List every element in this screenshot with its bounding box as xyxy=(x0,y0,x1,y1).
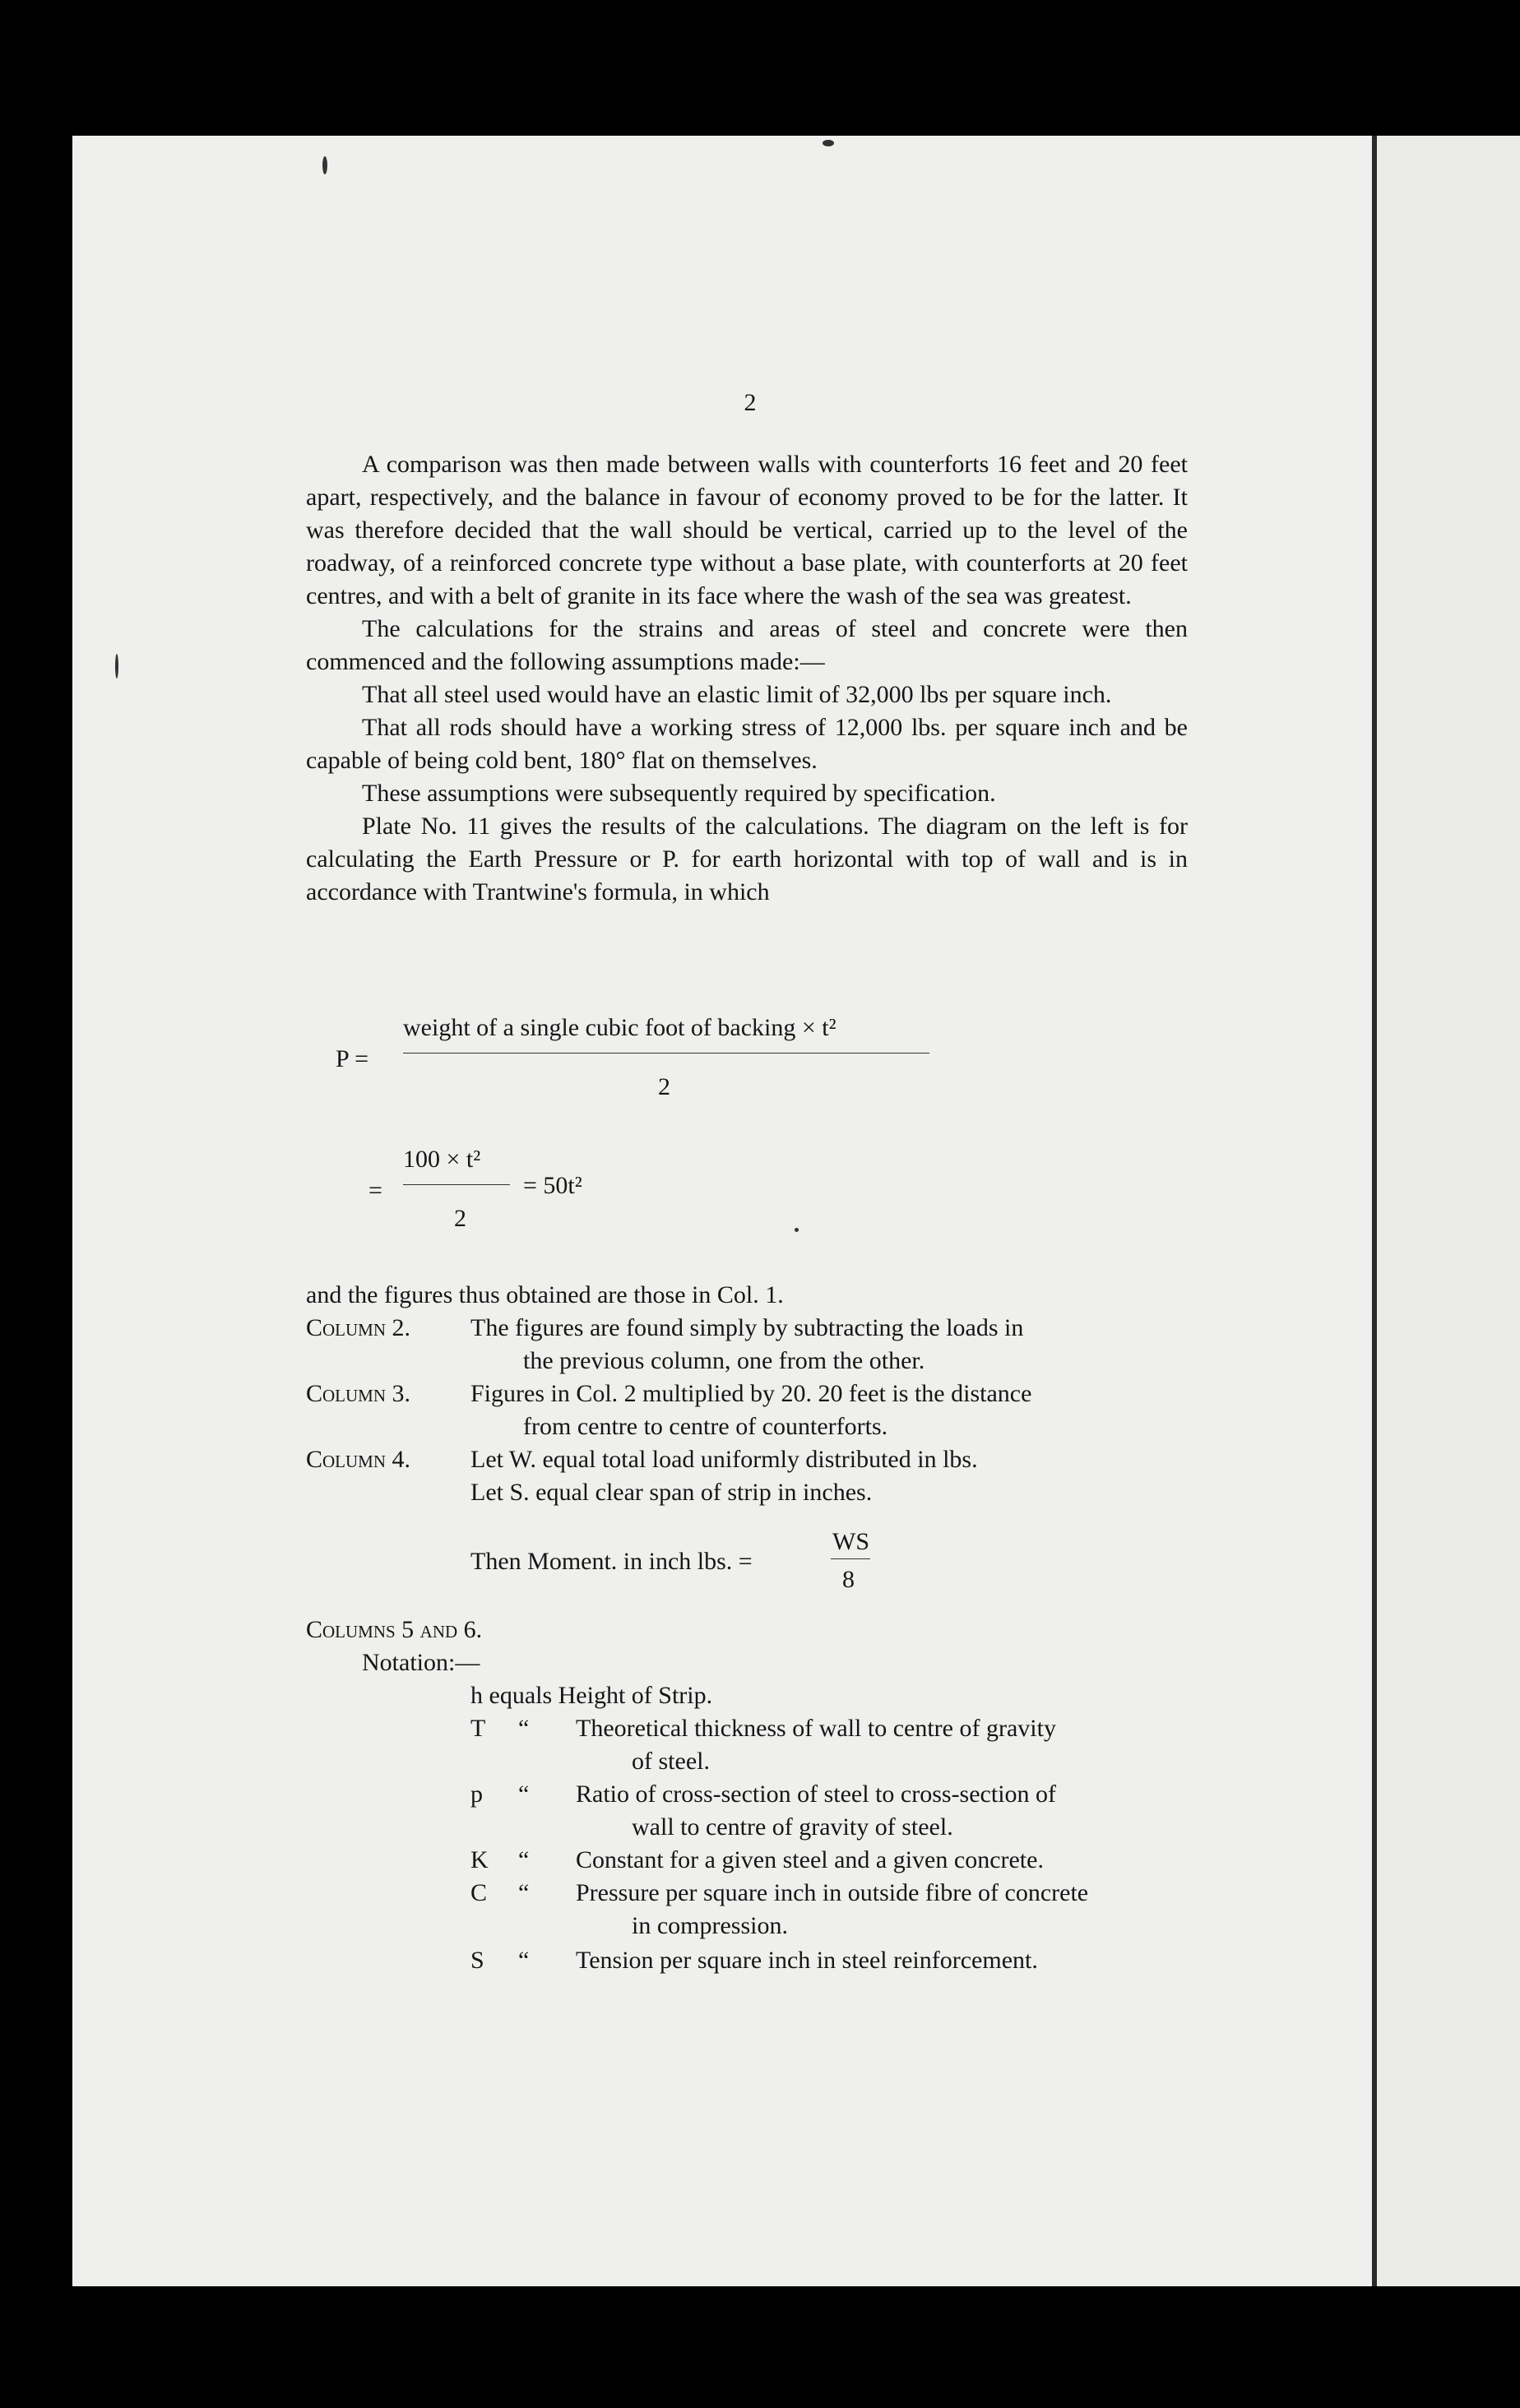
notation-item xyxy=(470,1844,1188,1877)
column-text xyxy=(470,1378,1188,1443)
column-text-line: the previous column, one from the other. xyxy=(523,1347,925,1374)
moment-numerator: WS xyxy=(832,1528,869,1555)
column-label: Column 2. xyxy=(306,1314,411,1341)
scan-speck xyxy=(115,654,118,678)
simplified-formula xyxy=(306,1143,1188,1234)
definition-line: Theoretical thickness of wall to centre of gravity xyxy=(576,1715,1056,1742)
definition-line: Tension per square inch in steel reinforcement. xyxy=(576,1947,1038,1974)
column-text xyxy=(470,1312,1188,1378)
notation-heading: Notation:— xyxy=(362,1649,480,1676)
fraction-bar xyxy=(831,1558,870,1559)
notation-item xyxy=(470,1944,1188,1977)
definition-line: Ratio of cross-section of steel to cross-section of xyxy=(576,1781,1057,1808)
after-formula-text: and the figures thus obtained are those in Col. 1. xyxy=(306,1281,784,1308)
definition-line: of steel. xyxy=(632,1748,710,1775)
column-label: Column 4. xyxy=(306,1446,411,1473)
notation-item xyxy=(470,1778,1188,1844)
notation-symbol: S xyxy=(470,1947,484,1974)
notation-item xyxy=(470,1712,1188,1778)
moment-text: Then Moment. in inch lbs. = xyxy=(470,1548,753,1575)
fraction-bar xyxy=(403,1184,510,1185)
scan-speck xyxy=(823,140,834,146)
column-4-entry xyxy=(306,1443,1188,1509)
notation-definition xyxy=(576,1877,1188,1943)
notation-symbol: T xyxy=(470,1715,486,1742)
column-label: Column 3. xyxy=(306,1380,411,1407)
ditto-mark: “ xyxy=(518,1781,530,1808)
moment-formula xyxy=(306,1526,1188,1600)
fraction-bar xyxy=(403,1053,929,1054)
paragraph: That all rods should have a working stress of 12,000 lbs. per square inch and be capable of being cold bent, 180° flat on themselves. xyxy=(306,714,1188,774)
moment-denominator: 8 xyxy=(842,1566,855,1593)
paragraph: These assumptions were subsequently required by specification. xyxy=(362,780,996,807)
paragraph: That all steel used would have an elastic limit of 32,000 lbs per square inch. xyxy=(362,681,1112,708)
ditto-mark: “ xyxy=(518,1879,530,1906)
notation-intro: h equals Height of Strip. xyxy=(470,1682,713,1709)
formula-result: = 50t² xyxy=(523,1172,582,1199)
column-text-line: Let S. equal clear span of strip in inches. xyxy=(470,1479,873,1506)
notation-definition xyxy=(576,1778,1188,1844)
formula-lhs: P = xyxy=(336,1045,368,1072)
notation-symbol: p xyxy=(470,1781,483,1808)
notation-symbol: C xyxy=(470,1879,488,1906)
paragraph: A comparison was then made between walls with counterforts 16 feet and 20 feet apart, respectively, and the balance in favour of economy proved to be for the latter. It was therefore decided that the wall should be vertical, carried up to the level of the roadway, of a reinforced concrete type without a base plate, with counterforts at 20 feet centres, and with a belt of granite in its face where the wash of the sea was greatest. xyxy=(306,451,1188,609)
notation-definition xyxy=(576,1844,1188,1877)
columns-5-6-heading: Columns 5 and 6. xyxy=(306,1616,483,1643)
paragraph: Plate No. 11 gives the results of the calculations. The diagram on the left is for calculating the Earth Pressure or P. for earth horizontal with top of wall and is in accordance with Trantwine's formula, in which xyxy=(306,813,1188,905)
formula-numerator: 100 × t² xyxy=(403,1146,481,1173)
formula-denominator: 2 xyxy=(658,1073,670,1100)
definition-line: wall to centre of gravity of steel. xyxy=(632,1813,953,1841)
column-text-line: The figures are found simply by subtracting the loads in xyxy=(470,1314,1024,1341)
column-text xyxy=(470,1443,1188,1509)
adjacent-page-edge xyxy=(1377,136,1520,2286)
notation-item xyxy=(470,1877,1188,1943)
earth-pressure-formula xyxy=(306,1012,1188,1102)
ditto-mark: “ xyxy=(518,1947,530,1974)
column-text-line: Figures in Col. 2 multiplied by 20. 20 feet is the distance xyxy=(470,1380,1032,1407)
formula-numerator: weight of a single cubic foot of backing × t² xyxy=(403,1014,836,1041)
scan-speck xyxy=(322,156,327,174)
notation-definition xyxy=(576,1944,1188,1977)
body-paragraphs xyxy=(306,448,1188,909)
column-text-line: from centre to centre of counterforts. xyxy=(523,1413,888,1440)
notation-definition xyxy=(576,1712,1188,1778)
page-number: 2 xyxy=(744,389,757,416)
definition-line: Constant for a given steel and a given concrete. xyxy=(576,1846,1044,1873)
column-3-entry xyxy=(306,1378,1188,1443)
formula-denominator: 2 xyxy=(454,1205,466,1232)
ditto-mark: “ xyxy=(518,1846,530,1873)
formula-eq: = xyxy=(368,1177,382,1204)
paragraph: The calculations for the strains and areas of steel and concrete were then commenced and the following assumptions made:— xyxy=(306,615,1188,675)
definition-line: Pressure per square inch in outside fibre of concrete xyxy=(576,1879,1089,1906)
notation-symbol: K xyxy=(470,1846,489,1873)
column-text-line: Let W. equal total load uniformly distributed in lbs. xyxy=(470,1446,978,1473)
ditto-mark: “ xyxy=(518,1715,530,1742)
column-2-entry xyxy=(306,1312,1188,1378)
definition-line: in compression. xyxy=(632,1912,788,1939)
